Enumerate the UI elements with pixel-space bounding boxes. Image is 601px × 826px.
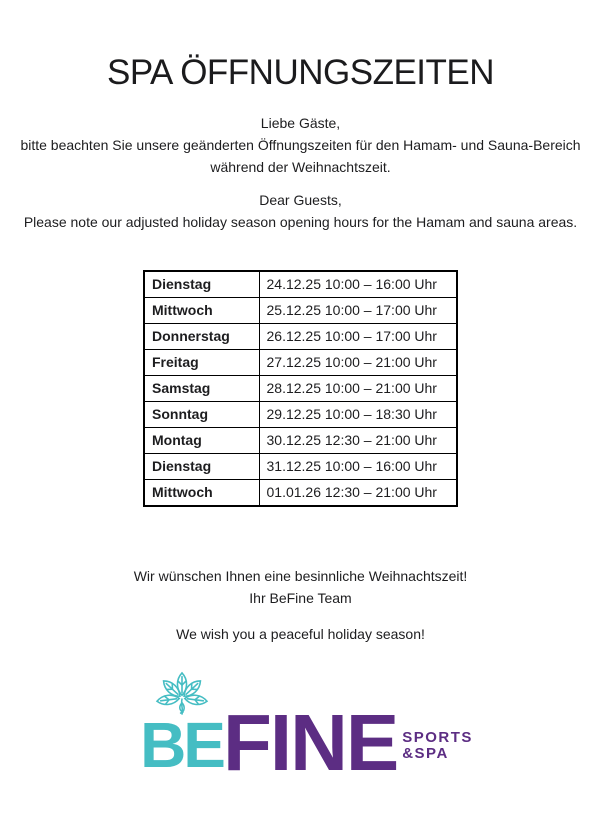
table-row	[144, 350, 457, 376]
hours-cell: 26.12.25 10:00 – 17:00 Uhr	[259, 324, 457, 350]
hours-cell: 31.12.25 10:00 – 16:00 Uhr	[259, 454, 457, 480]
hours-cell: 27.12.25 10:00 – 21:00 Uhr	[259, 350, 457, 376]
english-salutation: Dear Guests,	[259, 192, 342, 208]
logo-tagline	[402, 730, 473, 762]
german-signature: Ihr BeFine Team	[249, 590, 352, 606]
intro-german	[0, 112, 601, 178]
hours-cell: 28.12.25 10:00 – 21:00 Uhr	[259, 376, 457, 402]
table-row	[144, 480, 457, 507]
day-cell: Dienstag	[144, 271, 259, 298]
english-body-line1: Please note our adjusted holiday season opening hours for the Hamam and sauna areas.	[23, 214, 578, 230]
logo-word-fine: FINE	[222, 698, 398, 787]
english-wish: We wish you a peaceful holiday season!	[176, 626, 425, 642]
table-row	[144, 454, 457, 480]
table-row	[144, 324, 457, 350]
day-cell: Donnerstag	[144, 324, 259, 350]
hours-cell: 25.12.25 10:00 – 17:00 Uhr	[259, 298, 457, 324]
tagline-spa: &SPA	[402, 745, 449, 762]
day-cell: Mittwoch	[144, 298, 259, 324]
schedule-table-body	[144, 271, 457, 506]
hours-cell: 24.12.25 10:00 – 16:00 Uhr	[259, 271, 457, 298]
day-cell: Samstag	[144, 376, 259, 402]
german-wish: Wir wünschen Ihnen eine besinnliche Weihnachtszeit!	[133, 568, 468, 584]
day-cell: Montag	[144, 428, 259, 454]
schedule-section	[0, 270, 601, 507]
day-cell: Mittwoch	[144, 480, 259, 507]
logo-word-be: BE	[140, 709, 223, 781]
day-cell: Dienstag	[144, 454, 259, 480]
german-body-line2: während der Weihnachtszeit.	[210, 159, 391, 175]
opening-hours-table	[143, 270, 458, 507]
hours-cell: 30.12.25 12:30 – 21:00 Uhr	[259, 428, 457, 454]
german-salutation: Liebe Gäste,	[260, 115, 341, 131]
table-row	[144, 271, 457, 298]
table-row	[144, 402, 457, 428]
day-cell: Freitag	[144, 350, 259, 376]
intro-english	[0, 189, 601, 233]
closing-english	[0, 623, 601, 645]
day-cell: Sonntag	[144, 402, 259, 428]
german-body-line1: bitte beachten Sie unsere geänderten Öffnungszeiten für den Hamam- und Sauna-Bereich	[20, 137, 581, 153]
befine-logo	[12, 671, 601, 787]
page-title: SPA ÖFFNUNGSZEITEN	[106, 53, 495, 92]
table-row	[144, 376, 457, 402]
hours-cell: 01.01.26 12:30 – 21:00 Uhr	[259, 480, 457, 507]
logo-be-block	[140, 671, 223, 781]
table-row	[144, 298, 457, 324]
table-row	[144, 428, 457, 454]
tagline-sports: SPORTS	[402, 729, 473, 746]
hours-cell: 29.12.25 10:00 – 18:30 Uhr	[259, 402, 457, 428]
closing-german	[0, 565, 601, 609]
